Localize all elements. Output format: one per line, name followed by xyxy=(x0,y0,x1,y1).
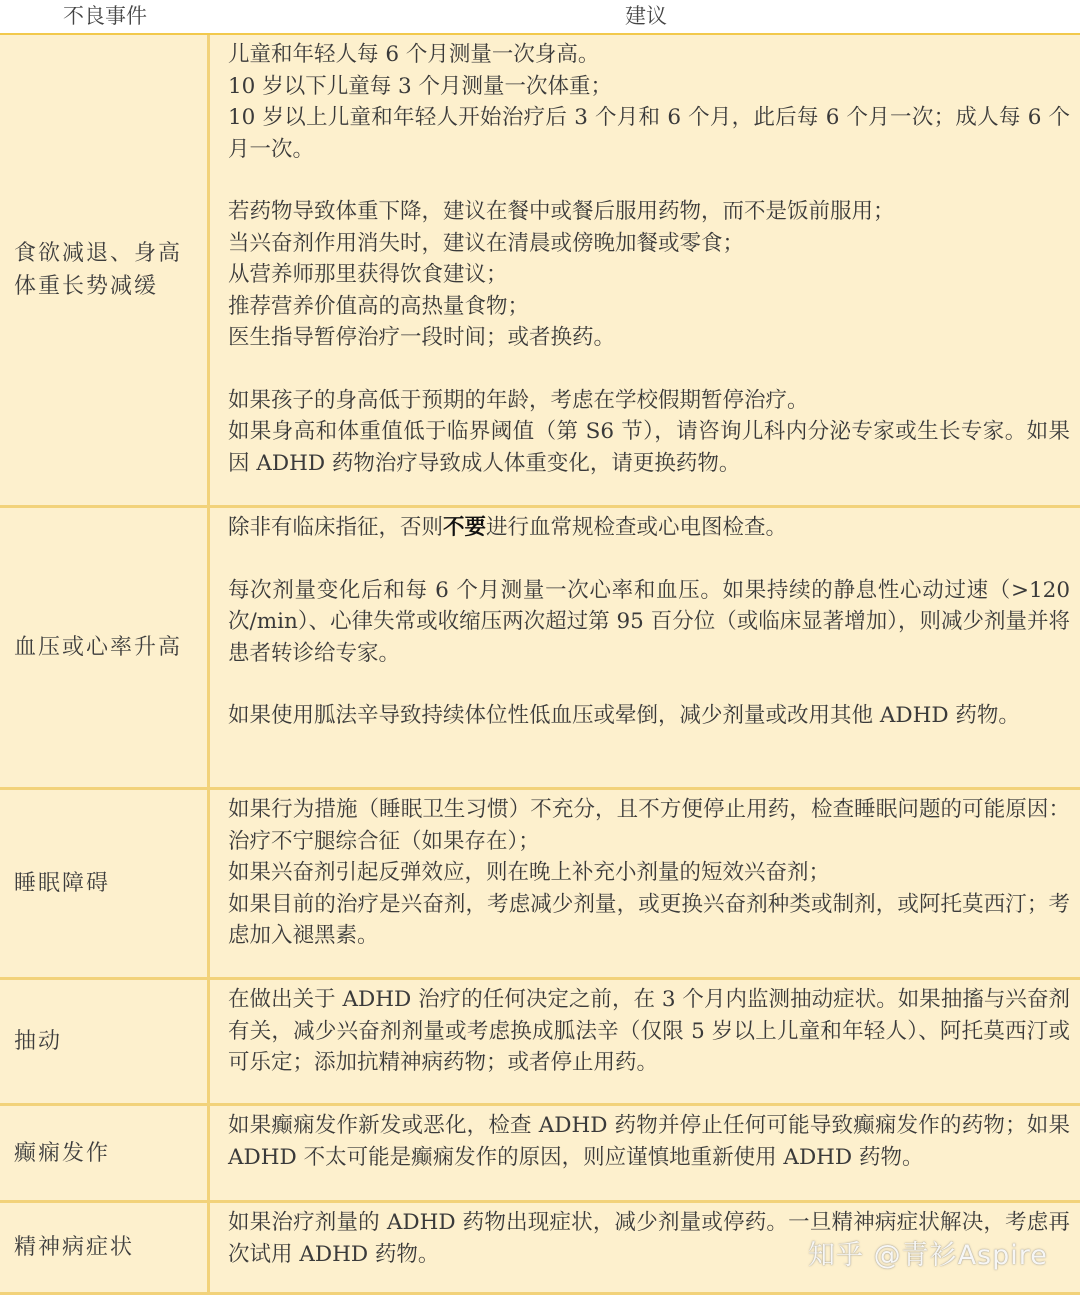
advice-line: 在做出关于 ADHD 治疗的任何决定之前，在 3 个月内监测抽动症状。如果抽搐与兴奋剂有关，减少兴奋剂剂量或考虑换成胍法辛（仅限 5 岁以上儿童和年轻人）、阿托莫西汀或可乐定；添加抗精神病药物；或者停止用药。 xyxy=(228,987,1070,1075)
advice-line: 如果孩子的身高低于预期的年龄，考虑在学校假期暂停治疗。 xyxy=(228,387,809,413)
advice-line: 10 岁以下儿童每 3 个月测量一次体重； xyxy=(228,73,613,99)
advice-line: 推荐营养价值高的高热量食物； xyxy=(228,293,530,319)
advice-line: 如果行为措施（睡眠卫生习惯）不充分，且不方便停止用药，检查睡眠问题的可能原因：治疗不宁腿综合征（如果存在）； xyxy=(228,797,1070,854)
event-cell: 精神病症状 xyxy=(0,1203,210,1292)
advice-line: 如果目前的治疗是兴奋剂，考虑减少剂量，或更换兴奋剂种类或制剂，或阿托莫西汀；考虑加入褪黑素。 xyxy=(228,891,1070,948)
advice-line: 如果治疗剂量的 ADHD 药物出现症状，减少剂量或停药。一旦精神病症状解决，考虑再次试用 ADHD 药物。 xyxy=(228,1210,1070,1267)
event-cell: 抽动 xyxy=(0,980,210,1103)
header-advice: 建议 xyxy=(625,4,667,28)
event-cell: 睡眠障碍 xyxy=(0,790,210,977)
table-row-appetite xyxy=(0,35,1080,508)
advice-line: 如果癫痫发作新发或恶化，检查 ADHD 药物并停止任何可能导致癫痫发作的药物；如果 ADHD 不太可能是癫痫发作的原因，则应谨慎地重新使用 ADHD 药物。 xyxy=(228,1113,1070,1170)
table-row-seizure xyxy=(0,1106,1080,1203)
event-cell: 癫痫发作 xyxy=(0,1106,210,1200)
advice-line: 10 岁以上儿童和年轻人开始治疗后 3 个月和 6 个月，此后每 6 个月一次；成人每 6 个月一次。 xyxy=(228,105,1070,162)
advice-cell xyxy=(212,980,1080,1103)
advice-line: 如果身高和体重值低于临界阈值（第 S6 节），请咨询儿科内分泌专家或生长专家。如果因 ADHD 药物治疗导致成人体重变化，请更换药物。 xyxy=(228,419,1070,476)
table-row-tics xyxy=(0,980,1080,1106)
advice-line: 除非有临床指征，否则不要进行血常规检查或心电图检查。 xyxy=(228,515,788,540)
advice-line: 儿童和年轻人每 6 个月测量一次身高。 xyxy=(228,42,600,67)
header-event: 不良事件 xyxy=(63,4,147,28)
advice-cell xyxy=(212,1203,1080,1292)
advice-cell xyxy=(212,790,1080,977)
advice-cell xyxy=(212,1106,1080,1200)
table-row-psychosis xyxy=(0,1203,1080,1295)
advice-line: 从营养师那里获得饮食建议； xyxy=(228,262,508,287)
advice-line: 如果使用胍法辛导致持续体位性低血压或晕倒，减少剂量或改用其他 ADHD 药物。 xyxy=(228,703,1020,728)
advice-line: 每次剂量变化后和每 6 个月测量一次心率和血压。如果持续的静息性心动过速（>120 次/min）、心律失常或收缩压两次超过第 95 百分位（或临床显著增加），则减少剂量并将患者转诊给专家。 xyxy=(228,577,1070,666)
advice-cell xyxy=(212,35,1080,505)
event-cell: 血压或心率升高 xyxy=(0,508,210,787)
table-header xyxy=(0,0,1080,35)
advice-line: 当兴奋剂作用消失时，建议在清晨或傍晚加餐或零食； xyxy=(228,230,745,256)
watermark: 知乎 @青衫Aspire xyxy=(808,1240,1048,1271)
advice-cell xyxy=(212,508,1080,787)
table-row-sleep xyxy=(0,790,1080,980)
advice-line: 如果兴奋剂引起反弹效应，则在晚上补充小剂量的短效兴奋剂； xyxy=(228,860,831,885)
advice-line: 若药物导致体重下降，建议在餐中或餐后服用药物，而不是饭前服用； xyxy=(228,199,895,224)
table-row-blood-pressure xyxy=(0,508,1080,790)
event-cell: 食欲减退、身高体重长势减缓 xyxy=(0,35,210,505)
advice-line: 医生指导暂停治疗一段时间；或者换药。 xyxy=(228,325,616,350)
